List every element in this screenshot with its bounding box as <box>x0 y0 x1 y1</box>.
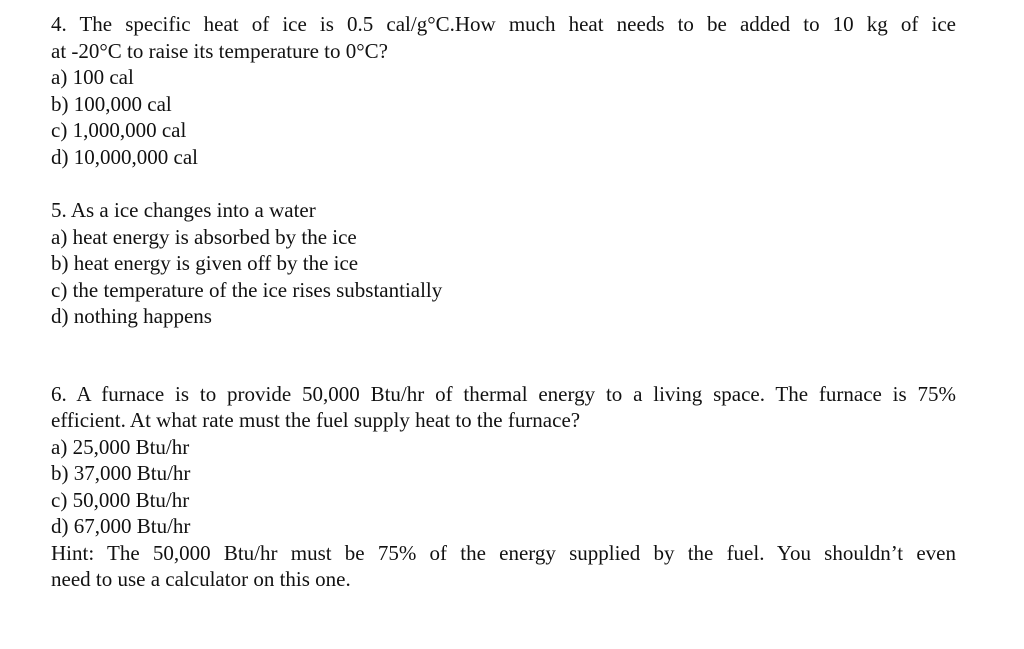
question-6-option-c: c) 50,000 Btu/hr <box>51 487 190 512</box>
question-4-option-c: c) 1,000,000 cal <box>51 118 187 142</box>
question-5-option-d: d) nothing happens <box>51 304 212 328</box>
question-5 <box>51 197 956 330</box>
question-4-stem-line-1: 4. The specific heat of ice is 0.5 cal/g°C.How much heat needs to be added to 10 kg of ice <box>51 12 956 36</box>
question-6-hint-line-1: Hint: The 50,000 Btu/hr must be 75% of the energy supplied by the fuel. You shouldn’t even <box>51 540 956 565</box>
question-5-option-a: a) heat energy is absorbed by the ice <box>51 224 357 249</box>
question-6-stem-line-2: efficient. At what rate must the fuel supply heat to the furnace? <box>51 408 581 432</box>
question-6-hint-line-2: need to use a calculator on this one. <box>51 567 351 591</box>
question-4-stem-line-2: at -20°C to raise its temperature to 0°C? <box>51 38 388 63</box>
worksheet-page <box>51 11 956 593</box>
question-6-option-b: b) 37,000 Btu/hr <box>51 461 191 485</box>
question-5-stem-line-1: 5. As a ice changes into a water <box>51 198 316 222</box>
question-6-stem-line-1: 6. A furnace is to provide 50,000 Btu/hr of thermal energy to a living space. The furnace is 75% <box>51 381 956 406</box>
question-4 <box>51 11 956 170</box>
question-4-option-b: b) 100,000 cal <box>51 91 172 116</box>
question-6-option-a: a) 25,000 Btu/hr <box>51 434 190 459</box>
question-5-option-c: c) the temperature of the ice rises substantially <box>51 277 443 302</box>
question-6-option-d: d) 67,000 Btu/hr <box>51 514 191 538</box>
question-6 <box>51 381 956 593</box>
question-4-option-a: a) 100 cal <box>51 65 134 89</box>
question-4-option-d: d) 10,000,000 cal <box>51 144 198 169</box>
question-5-option-b: b) heat energy is given off by the ice <box>51 251 359 275</box>
